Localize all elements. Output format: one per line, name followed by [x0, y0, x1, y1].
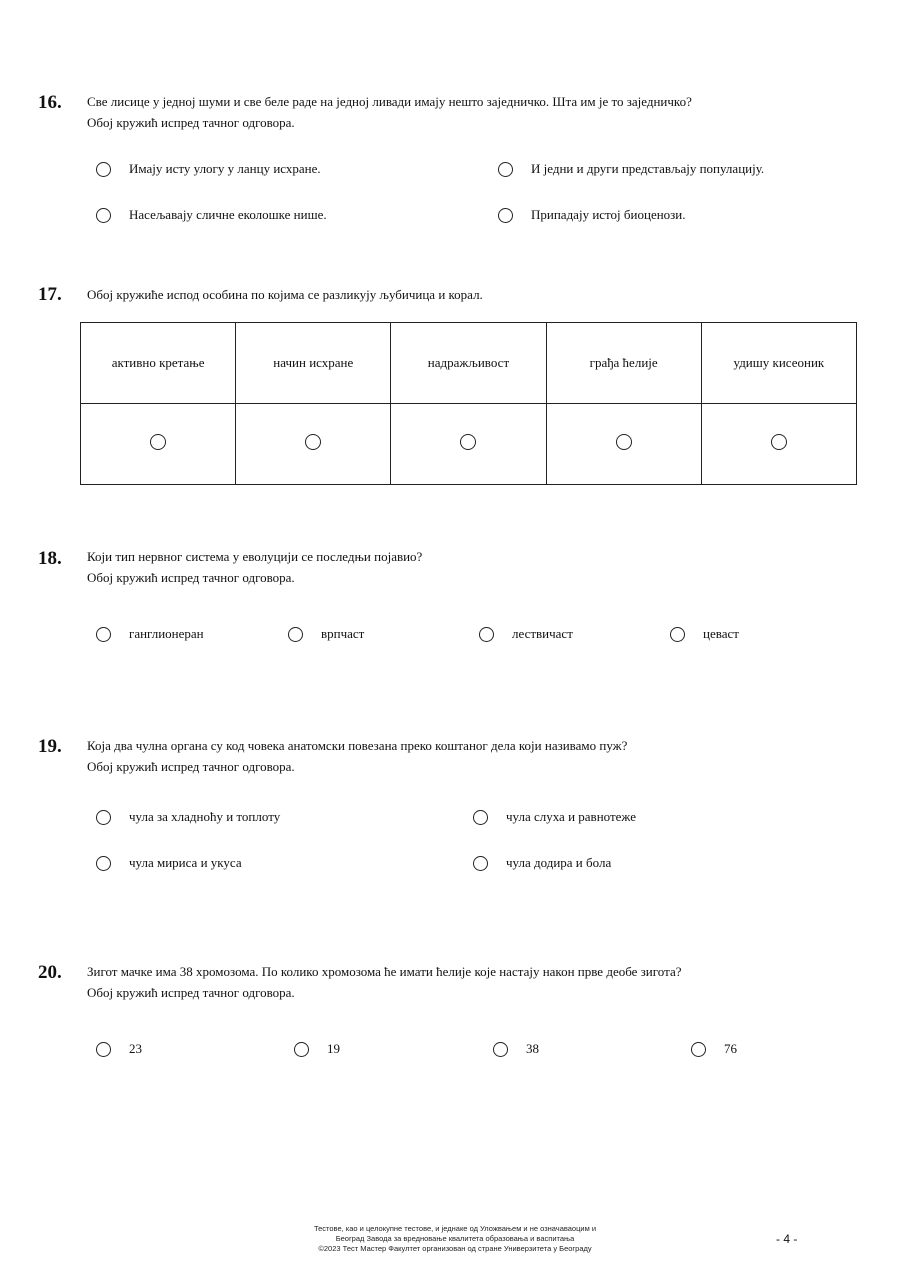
- q16-option-a[interactable]: [96, 161, 321, 177]
- question-20-text: Зигот мачке има 38 хромозома. По колико хромозома ће имати ћелије које настају након прве деобе зигота?: [87, 964, 682, 979]
- radio-circle-icon[interactable]: [479, 627, 494, 642]
- q16-option-d-label: Припадају истој биоценози.: [531, 207, 686, 222]
- radio-circle-icon[interactable]: [96, 162, 111, 177]
- q17-col-3-header: надражљивост: [391, 323, 546, 404]
- radio-circle-icon[interactable]: [473, 856, 488, 871]
- q19-option-c-label: чула мириса и укуса: [129, 855, 242, 870]
- q19-option-b-label: чула слуха и равнотеже: [506, 809, 637, 824]
- q19-option-c[interactable]: [96, 855, 242, 871]
- q18-option-c-label: лествичаст: [512, 626, 573, 641]
- q17-col-1-header: активно кретање: [81, 323, 236, 404]
- q18-option-c[interactable]: [479, 626, 573, 642]
- q20-option-a-label: 23: [129, 1041, 142, 1056]
- radio-circle-icon[interactable]: [150, 434, 166, 450]
- radio-circle-icon[interactable]: [473, 810, 488, 825]
- question-18-number: 18.: [38, 548, 62, 569]
- q19-option-a-label: чула за хладноћу и топлоту: [129, 809, 281, 824]
- question-19-number: 19.: [38, 736, 62, 757]
- radio-circle-icon[interactable]: [96, 208, 111, 223]
- q19-option-b[interactable]: [473, 809, 636, 825]
- radio-circle-icon[interactable]: [670, 627, 685, 642]
- q18-option-b-label: врпчаст: [321, 626, 365, 641]
- q17-col-2-header: начин исхране: [236, 323, 391, 404]
- q20-option-a[interactable]: [96, 1041, 142, 1057]
- q17-cell-2: [236, 404, 391, 485]
- radio-circle-icon[interactable]: [96, 810, 111, 825]
- q16-option-c-label: Насељавају сличне еколошке нише.: [129, 207, 327, 222]
- footer-line-1: Тестове, као и целокупне тестове, и једнаке од Уложвањем и не означаваоцим и: [313, 1224, 597, 1233]
- q20-option-d[interactable]: [691, 1041, 737, 1057]
- radio-circle-icon[interactable]: [498, 162, 513, 177]
- q17-trait-table: [80, 322, 857, 485]
- q17-cell-4: [546, 404, 701, 485]
- q20-option-b-label: 19: [327, 1041, 340, 1056]
- question-18-instruction: Обој кружић испред тачног одговора.: [87, 570, 295, 585]
- q17-cell-3: [391, 404, 546, 485]
- q17-header-row: [81, 323, 857, 404]
- radio-circle-icon[interactable]: [498, 208, 513, 223]
- radio-circle-icon[interactable]: [305, 434, 321, 450]
- q18-option-d-label: цеваст: [703, 626, 739, 641]
- footer-line-3: ©2023 Тест Мастер Факултет организован од стране Универзитета у Београду: [318, 1244, 592, 1253]
- radio-circle-icon[interactable]: [771, 434, 787, 450]
- footer-line-2: Београд Завода за вредновање квалитета образовања и васпитања: [335, 1234, 575, 1243]
- q18-option-b[interactable]: [288, 626, 364, 642]
- radio-circle-icon[interactable]: [493, 1042, 508, 1057]
- question-19-text: Која два чулна органа су код човека анатомски повезана преко коштаног дела који називамо пуж?: [87, 738, 628, 753]
- page-number: - 4 -: [776, 1232, 798, 1246]
- q19-option-d-label: чула додира и бола: [506, 855, 612, 870]
- q17-cell-5: [701, 404, 856, 485]
- radio-circle-icon[interactable]: [294, 1042, 309, 1057]
- radio-circle-icon[interactable]: [691, 1042, 706, 1057]
- question-17-number: 17.: [38, 284, 62, 305]
- page-footer: [250, 1224, 660, 1254]
- q20-option-c[interactable]: [493, 1041, 539, 1057]
- radio-circle-icon[interactable]: [616, 434, 632, 450]
- q17-col-4-header: грађа ћелије: [546, 323, 701, 404]
- q16-option-c[interactable]: [96, 207, 327, 223]
- radio-circle-icon[interactable]: [96, 1042, 111, 1057]
- q16-option-a-label: Имају исту улогу у ланцу исхране.: [129, 161, 321, 176]
- q20-option-b[interactable]: [294, 1041, 340, 1057]
- radio-circle-icon[interactable]: [96, 856, 111, 871]
- question-19-instruction: Обој кружић испред тачног одговора.: [87, 759, 295, 774]
- radio-circle-icon[interactable]: [460, 434, 476, 450]
- question-16-text: Све лисице у једној шуми и све беле раде на једној ливади имају нешто заједничко. Шта им је то заједничко?: [87, 94, 692, 109]
- question-20-instruction: Обој кружић испред тачног одговора.: [87, 985, 295, 1000]
- q20-option-d-label: 76: [724, 1041, 737, 1056]
- question-18-text: Који тип нервног система у еволуцији се последњи појавио?: [87, 549, 423, 564]
- q19-option-d[interactable]: [473, 855, 611, 871]
- question-16-number: 16.: [38, 92, 62, 113]
- q17-col-5-header: удишу кисеоник: [701, 323, 856, 404]
- q18-option-a-label: ганглионеран: [129, 626, 204, 641]
- q16-option-b-label: И једни и други представљају популацију.: [531, 161, 765, 176]
- q16-option-b[interactable]: [498, 161, 764, 177]
- question-16-instruction: Обој кружић испред тачног одговора.: [87, 115, 295, 130]
- question-17-text: Обој кружиће испод особина по којима се разликују љубичица и корал.: [87, 287, 483, 302]
- q16-option-d[interactable]: [498, 207, 686, 223]
- q17-cell-1: [81, 404, 236, 485]
- radio-circle-icon[interactable]: [96, 627, 111, 642]
- q19-option-a[interactable]: [96, 809, 280, 825]
- radio-circle-icon[interactable]: [288, 627, 303, 642]
- q20-option-c-label: 38: [526, 1041, 539, 1056]
- q18-option-a[interactable]: [96, 626, 204, 642]
- q18-option-d[interactable]: [670, 626, 739, 642]
- q17-answer-row: [81, 404, 857, 485]
- question-20-number: 20.: [38, 962, 62, 983]
